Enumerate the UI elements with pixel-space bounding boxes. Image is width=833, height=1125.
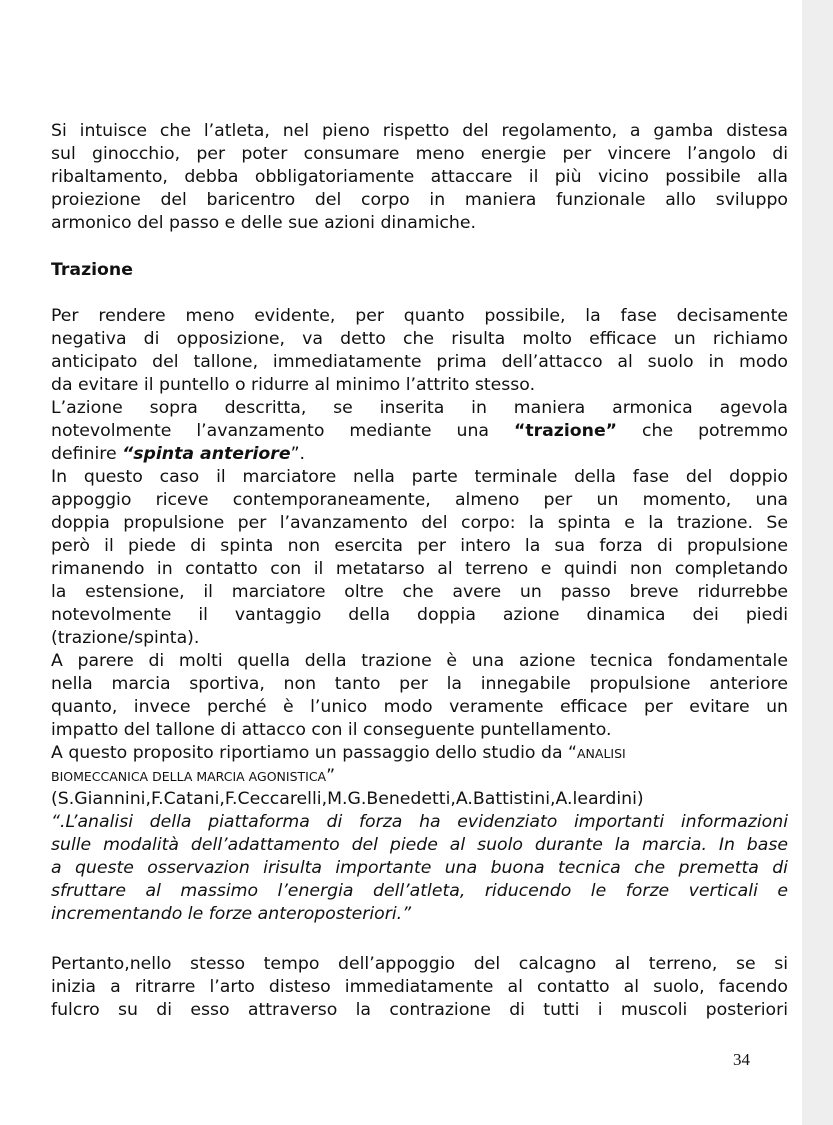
text-line: nella marcia sportiva, non tanto per la innegabile propulsione anteriore	[51, 674, 788, 694]
text-run: A questo proposito riportiamo un passaggio dello studio da “	[51, 743, 577, 763]
study-title-part: ANALISI	[577, 746, 626, 761]
section-heading: Trazione	[51, 260, 133, 280]
text-line: però il piede di spinta non esercita per intero la sua forza di propulsione	[51, 536, 788, 556]
text-run: definire	[51, 444, 123, 464]
bold-term-trazione: “trazione”	[514, 421, 618, 441]
study-title-part: BIOMECCANICA DELLA MARCIA AGONISTICA	[51, 769, 327, 784]
text-line: da evitare il puntello o ridurre al minimo l’attrito stesso.	[51, 375, 536, 395]
text-run: che potremmo	[617, 421, 788, 441]
text-run: ”.	[290, 444, 306, 464]
text-line: proiezione del baricentro del corpo in maniera funzionale allo sviluppo	[51, 190, 788, 210]
quote-line: a queste osservazion irisulta importante una buona tecnica che premetta di	[51, 858, 788, 878]
paragraph-intro	[51, 120, 788, 235]
text-line: appoggio riceve contemporaneamente, almeno per un momento, una	[51, 490, 788, 510]
text-line-spinta	[51, 443, 788, 466]
text-line-passaggio	[51, 742, 788, 765]
text-line: Per rendere meno evidente, per quanto possibile, la fase decisamente	[51, 306, 788, 326]
quote-line: incrementando le forze anteroposteriori.”	[51, 904, 412, 924]
text-line: sul ginocchio, per poter consumare meno energie per vincere l’angolo di	[51, 144, 788, 164]
text-line: (trazione/spinta).	[51, 628, 200, 648]
text-line: doppia propulsione per l’avanzamento del corpo: la spinta e la trazione. Se	[51, 513, 788, 533]
text-line: negativa di opposizione, va detto che risulta molto efficace un richiamo	[51, 329, 788, 349]
authors-line: (S.Giannini,F.Catani,F.Ceccarelli,M.G.Benedetti,A.Battistini,A.leardini)	[51, 789, 644, 809]
paragraph-trazione	[51, 305, 788, 926]
text-line: la estensione, il marciatore oltre che avere un passo breve ridurrebbe	[51, 582, 788, 602]
paragraph-conclusion	[51, 953, 788, 1022]
text-line: rimanendo in contatto con il metatarso al terreno e quindi non completando	[51, 559, 788, 579]
text-line: fulcro su di esso attraverso la contrazione di tutti i muscoli posteriori	[51, 1000, 788, 1020]
text-line: A parere di molti quella della trazione è una azione tecnica fondamentale	[51, 651, 788, 671]
text-line: impatto del tallone di attacco con il conseguente puntellamento.	[51, 720, 612, 740]
text-line-biomeccanica	[51, 765, 788, 788]
page-margin-strip	[802, 0, 833, 1125]
text-run: ”	[326, 766, 336, 786]
text-line: In questo caso il marciatore nella parte terminale della fase del doppio	[51, 467, 788, 487]
text-line: quanto, invece perché è l’unico modo veramente efficace per evitare un	[51, 697, 788, 717]
quote-line: sulle modalità dell’adattamento del piede al suolo durante la marcia. In base	[51, 835, 788, 855]
text-line: notevolmente il vantaggio della doppia azione dinamica dei piedi	[51, 605, 788, 625]
text-line-trazione	[51, 420, 788, 443]
text-line: anticipato del tallone, immediatamente prima dell’attacco al suolo in modo	[51, 352, 788, 372]
text-line: ribaltamento, debba obbligatoriamente attaccare il più vicino possibile alla	[51, 167, 788, 187]
text-run: notevolmente l’avanzamento mediante una	[51, 421, 514, 441]
quote-line: sfruttare al massimo l’energia dell’atleta, riducendo le forze verticali e	[51, 881, 788, 901]
quote-line: “.L’analisi della piattaforma di forza ha evidenziato importanti informazioni	[51, 812, 788, 832]
bold-term-spinta-anteriore: “spinta anteriore	[122, 444, 291, 464]
text-line: armonico del passo e delle sue azioni dinamiche.	[51, 213, 476, 233]
text-line: L’azione sopra descritta, se inserita in maniera armonica agevola	[51, 398, 788, 418]
text-line: Pertanto,nello stesso tempo dell’appoggio del calcagno al terreno, se si	[51, 954, 788, 974]
text-line: Si intuisce che l’atleta, nel pieno rispetto del regolamento, a gamba distesa	[51, 121, 788, 141]
page-number: 34	[733, 1050, 750, 1069]
text-line: inizia a ritrarre l’arto disteso immediatamente al contatto al suolo, facendo	[51, 977, 788, 997]
